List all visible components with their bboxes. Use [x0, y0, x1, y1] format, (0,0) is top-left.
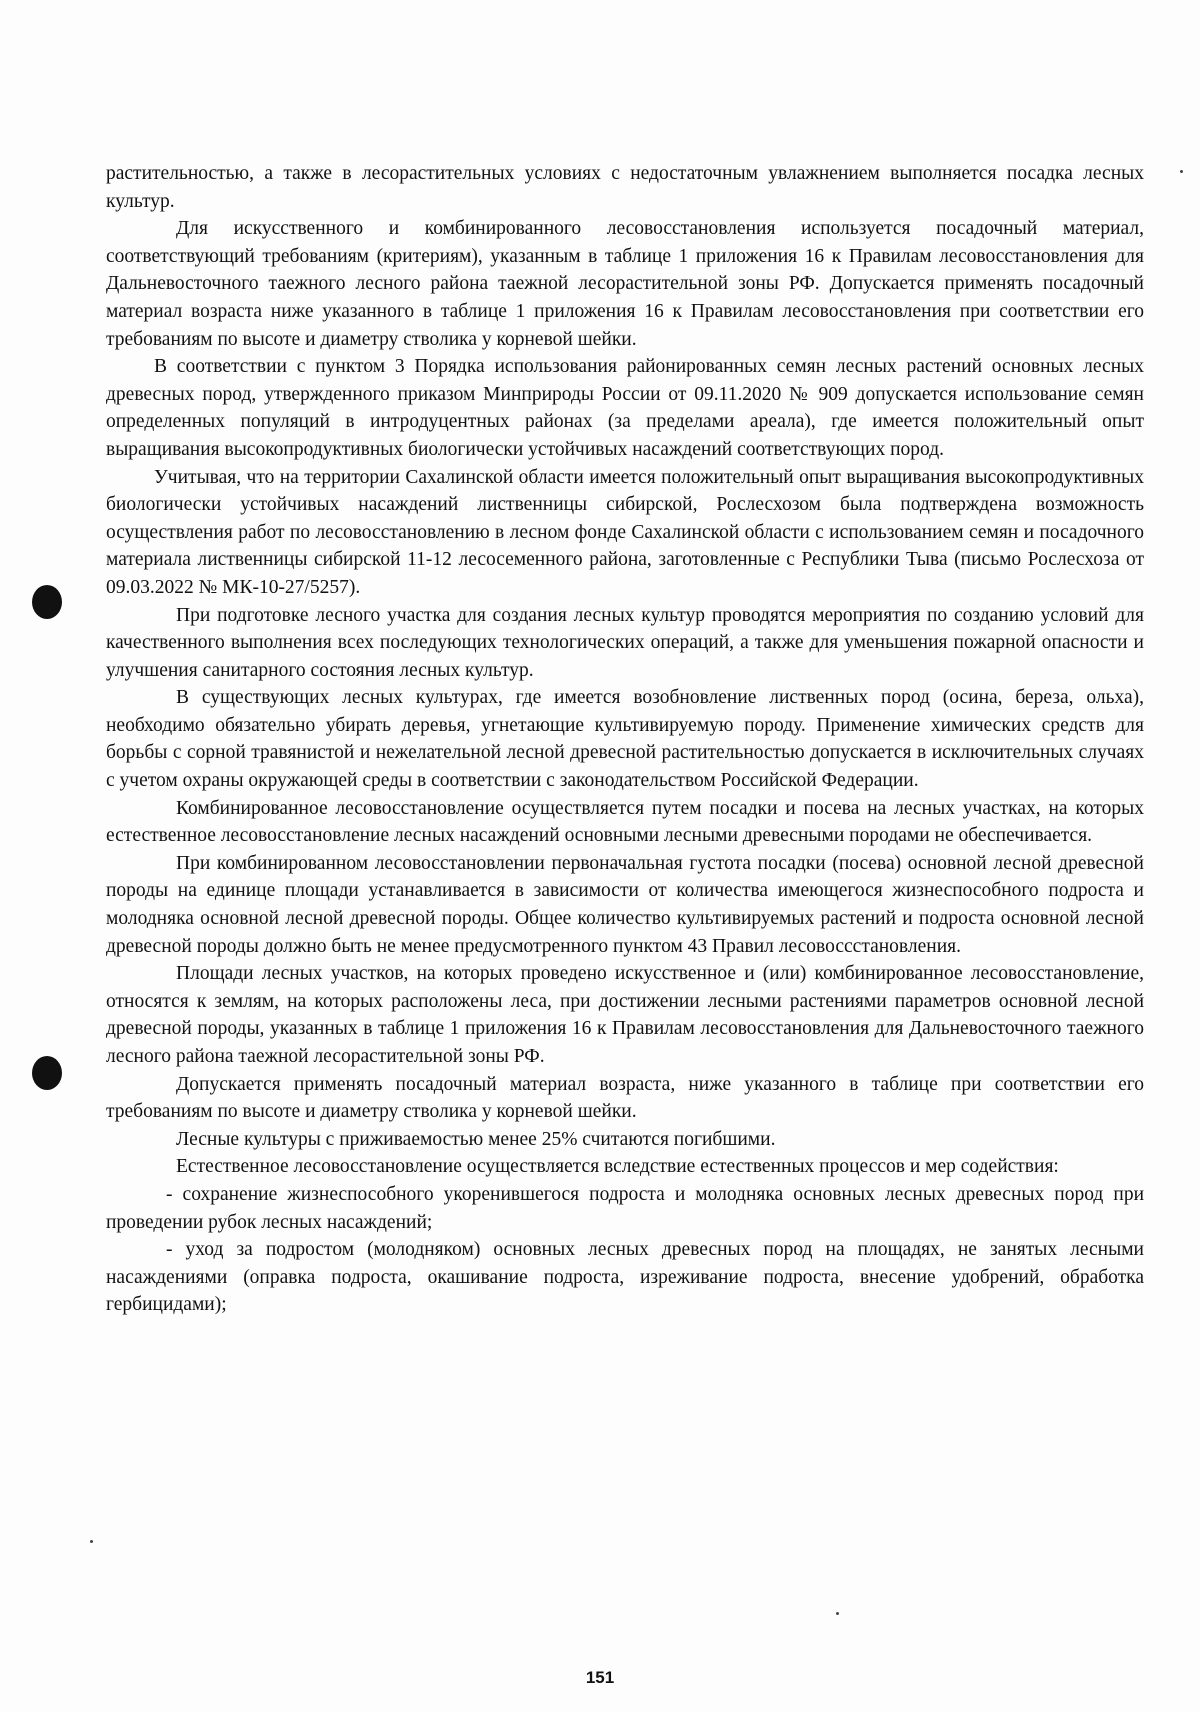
paragraph: Комбинированное лесовосстановление осуществляется путем посадки и посева на лесных участках, на которых естественное лесовосстановление лесных насаждений основными лесными древесными породами не обеспечивается. [106, 797, 1144, 847]
list-item: - уход за подростом (молодняком) основных лесных древесных пород на площадях, не занятых лесными насаждениями (оправка подроста, окашивание подроста, изреживание подроста, внесение удобрений, обработка гербицидами); [106, 1239, 1144, 1316]
page-number: 151 [585, 1668, 615, 1687]
paragraph: растительностью, а также в лесорастительных условиях с недостаточным увлажнением выполняется посадка лесных культур. [106, 163, 1144, 212]
paragraph: При подготовке лесного участка для создания лесных культур проводятся мероприятия по созданию условий для качественного выполнения всех последующих технологических операций, а также для уменьшения пожарной опасности и улучшения санитарного состояния лесных культур. [106, 604, 1144, 681]
scan-speck [836, 1612, 839, 1615]
paragraph: Естественное лесовосстановление осуществляется вследствие естественных процессов и мер содействия: [176, 1156, 1059, 1178]
paragraph: При комбинированном лесовосстановлении первоначальная густота посадки (посева) основной лесной древесной породы на единице площади устанавливается в зависимости от количества имеющегося жизнеспособного подроста и молодняка основной лесной древесной породы. Общее количество культивируемых растений и подроста основной лесной древесной породы должно быть не менее предусмотренного пунктом 43 Правил лесовоссстановления. [106, 852, 1144, 957]
paragraph: В существующих лесных культурах, где имеется возобновление лиственных пород (осина, береза, ольха), необходимо обязательно убирать деревья, угнетающие культивируемую породу. Применение химических средств для борьбы с сорной травянистой и нежелательной лесной древесной растительностью допускается в исключительных случаях с учетом охраны окружающей среды в соответствии с законодательством Российской Федерации. [106, 687, 1144, 792]
punch-hole-mark [32, 585, 62, 619]
paragraph: Допускается применять посадочный материал возраста, ниже указанного в таблице при соответствии его требованиям по высоте и диаметру стволика у корневой шейки. [106, 1073, 1144, 1123]
punch-hole-mark [32, 1056, 62, 1090]
scan-speck [90, 1540, 93, 1543]
paragraph: В соответствии с пунктом 3 Порядка использования районированных семян лесных растений основных лесных древесных пород, утвержденного приказом Минприроды России от 09.11.2020 № 909 допускается использование семян определенных популяций в интродуцентных районах (за пределами ареала), где имеется положительный опыт выращивания высокопродуктивных биологически устойчивых насаждений соответствующих пород. [106, 356, 1144, 460]
paragraph: Лесные культуры с приживаемостью менее 25% считаются погибшими. [176, 1128, 776, 1150]
paragraph: Площади лесных участков, на которых проведено искусственное и (или) комбинированное лесовосстановление, относятся к землям, на которых расположены леса, при достижении лесными растениями параметров основной лесной древесной породы, указанных в таблице 1 приложения 16 к Правилам лесовосстановления для Дальневосточного таежного лесного района таежной лесорастительной зоны РФ. [106, 963, 1144, 1067]
paragraph: Учитывая, что на территории Сахалинской области имеется положительный опыт выращивания высокопродуктивных биологически устойчивых насаждений лиственницы сибирской, Рослесхозом была подтверждена возможность осуществления работ по лесовосстановлению в лесном фонде Сахалинской области с использованием семян и посадочного материала лиственницы сибирской 11-12 лесосеменного района, заготовленные с Республики Тыва (письмо Рослесхоза от 09.03.2022 № МК-10-27/5257). [106, 466, 1144, 598]
document-body [106, 160, 1144, 1319]
paragraph: Для искусственного и комбинированного лесовосстановления используется посадочный материал, соответствующий требованиям (критериям), указанным в таблице 1 приложения 16 к Правилам лесовосстановления для Дальневосточного таежного лесного района таежной лесорастительной зоны РФ. Допускается применять посадочный материал возраста ниже указанного в таблице 1 приложения 16 к Правилам лесовосстановления при соответствии его требованиям по высоте и диаметру стволика у корневой шейки. [106, 218, 1144, 350]
list-item: - сохранение жизнеспособного укоренившегося подроста и молодняка основных лесных древесных пород при проведении рубок лесных насаждений; [106, 1183, 1144, 1233]
scan-speck [1180, 170, 1183, 173]
